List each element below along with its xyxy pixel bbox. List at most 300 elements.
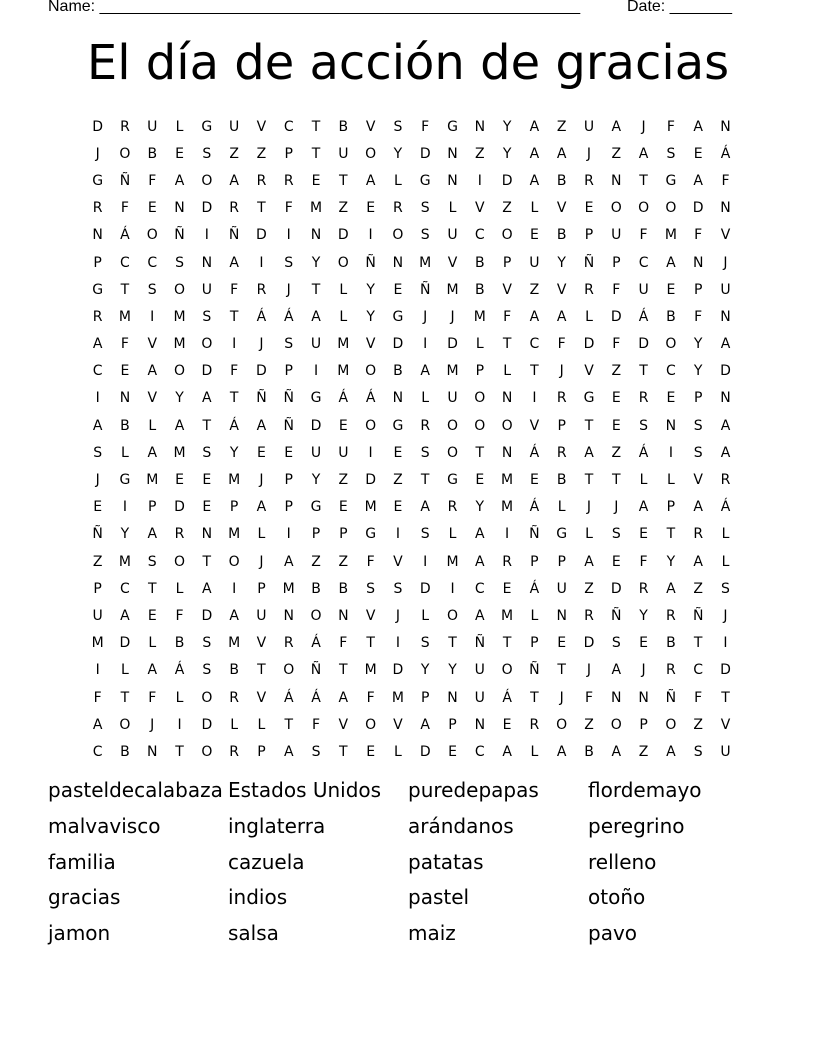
grid-letter[interactable]: Y [366,281,375,298]
grid-letter[interactable]: D [119,635,131,652]
grid-letter[interactable]: S [147,281,157,298]
grid-letter[interactable]: A [666,743,676,760]
grid-letter[interactable]: C [92,743,103,760]
grid-letter[interactable]: S [202,308,212,325]
grid-letter[interactable]: Z [475,145,485,162]
grid-letter[interactable]: A [256,417,267,434]
grid-letter[interactable]: I [423,336,428,353]
grid-letter[interactable]: S [147,553,157,570]
grid-letter[interactable]: D [201,200,213,217]
grid-letter[interactable]: L [148,417,157,434]
grid-letter[interactable]: B [584,743,594,760]
grid-letter[interactable]: I [95,662,100,679]
grid-letter[interactable]: E [338,499,348,516]
grid-letter[interactable]: T [448,635,457,652]
grid-letter[interactable]: U [338,444,349,461]
grid-letter[interactable]: N [119,390,131,407]
grid-letter[interactable]: Y [666,553,676,570]
grid-letter[interactable]: D [337,227,349,244]
grid-letter[interactable]: R [420,417,431,434]
grid-letter[interactable]: N [201,254,213,271]
grid-letter[interactable]: Y [120,526,130,543]
grid-letter[interactable]: D [310,417,322,434]
grid-letter[interactable]: J [586,662,592,679]
grid-letter[interactable]: Á [529,499,540,516]
grid-letter[interactable]: E [666,390,676,407]
grid-letter[interactable]: Á [720,145,731,162]
grid-letter[interactable]: J [450,308,455,325]
grid-letter[interactable]: L [585,526,593,543]
grid-letter[interactable]: A [693,553,703,570]
grid-letter[interactable]: A [611,662,622,679]
grid-letter[interactable]: A [283,553,294,570]
grid-letter[interactable]: A [475,553,485,570]
grid-letter[interactable]: R [720,472,731,489]
grid-letter[interactable]: T [311,281,321,298]
grid-letter[interactable]: Y [475,499,485,516]
grid-letter[interactable]: P [502,254,512,271]
grid-letter[interactable]: V [147,336,158,353]
grid-letter[interactable]: L [257,526,266,543]
grid-letter[interactable]: A [584,444,594,461]
grid-letter[interactable]: Á [256,308,267,325]
grid-letter[interactable]: R [256,281,267,298]
grid-letter[interactable]: O [174,363,186,380]
grid-letter[interactable]: F [639,553,648,570]
grid-letter[interactable]: Z [529,281,540,298]
grid-letter[interactable]: L [721,526,730,543]
grid-letter[interactable]: Y [502,145,512,162]
grid-letter[interactable]: Y [502,118,512,135]
grid-letter[interactable]: B [311,580,321,597]
grid-letter[interactable]: B [666,308,676,325]
grid-letter[interactable]: V [365,336,376,353]
grid-letter[interactable]: F [694,308,703,325]
grid-letter[interactable]: D [174,499,185,516]
grid-letter[interactable]: P [93,580,102,597]
grid-letter[interactable]: A [584,553,594,570]
grid-letter[interactable]: L [121,444,129,461]
grid-letter[interactable]: D [256,363,267,380]
grid-letter[interactable]: A [120,607,130,624]
grid-letter[interactable]: V [393,553,403,570]
grid-letter[interactable]: N [720,200,731,217]
grid-letter[interactable]: Y [639,607,648,624]
grid-letter[interactable]: A [229,254,239,271]
grid-letter[interactable]: T [147,580,157,597]
grid-letter[interactable]: R [92,308,103,325]
grid-letter[interactable]: P [693,390,703,407]
grid-letter[interactable]: S [639,417,649,434]
grid-letter[interactable]: N [474,118,486,135]
grid-letter[interactable]: F [503,308,512,325]
grid-letter[interactable]: T [339,743,348,760]
grid-letter[interactable]: I [477,172,482,189]
grid-letter[interactable]: C [638,254,649,271]
grid-letter[interactable]: P [557,553,566,570]
grid-letter[interactable]: Y [366,308,375,325]
grid-letter[interactable]: A [720,444,731,461]
grid-letter[interactable]: A [256,499,267,516]
grid-letter[interactable]: B [666,635,676,652]
grid-letter[interactable]: G [365,526,377,543]
grid-letter[interactable]: G [447,118,458,135]
grid-letter[interactable]: S [366,580,376,597]
grid-letter[interactable]: F [421,118,430,135]
grid-letter[interactable]: J [286,281,291,298]
grid-letter[interactable]: I [450,580,455,597]
grid-letter[interactable]: S [721,580,730,597]
grid-letter[interactable]: B [475,281,485,298]
grid-letter[interactable]: E [175,472,184,489]
grid-letter[interactable]: M [501,472,514,489]
grid-letter[interactable]: J [614,499,619,516]
grid-letter[interactable]: N [474,716,486,733]
grid-letter[interactable]: D [692,200,704,217]
grid-letter[interactable]: Y [693,336,703,353]
grid-letter[interactable]: M [501,499,514,516]
grid-letter[interactable]: P [284,472,293,489]
grid-letter[interactable]: E [93,499,103,516]
grid-letter[interactable]: O [174,281,186,298]
grid-letter[interactable]: S [666,145,676,162]
grid-letter[interactable]: S [611,635,621,652]
grid-letter[interactable]: U [256,607,267,624]
grid-letter[interactable]: R [584,607,594,624]
grid-letter[interactable]: M [228,635,241,652]
grid-letter[interactable]: D [610,580,622,597]
grid-letter[interactable]: R [529,716,540,733]
grid-letter[interactable]: U [720,281,731,298]
grid-letter[interactable]: G [92,172,104,189]
grid-letter[interactable]: A [475,526,485,543]
grid-letter[interactable]: Á [638,444,649,461]
grid-letter[interactable]: T [120,281,130,298]
grid-letter[interactable]: O [446,607,459,624]
grid-letter[interactable]: V [147,390,158,407]
grid-letter[interactable]: M [446,363,459,380]
grid-letter[interactable]: R [283,635,294,652]
grid-letter[interactable]: A [638,499,649,516]
grid-letter[interactable]: E [666,281,676,298]
grid-letter[interactable]: E [639,526,649,543]
grid-letter[interactable]: N [720,308,731,325]
grid-letter[interactable]: L [339,308,348,325]
grid-letter[interactable]: Y [311,254,321,271]
grid-letter[interactable]: Y [311,472,321,489]
grid-letter[interactable]: M [228,472,241,489]
grid-letter[interactable]: Á [529,580,540,597]
grid-letter[interactable]: Ñ [365,254,376,271]
grid-letter[interactable]: Ñ [583,254,595,271]
grid-letter[interactable]: L [339,281,348,298]
grid-letter[interactable]: E [611,417,621,434]
grid-letter[interactable]: I [505,526,510,543]
grid-letter[interactable]: Ñ [256,390,267,407]
grid-letter[interactable]: Á [529,444,540,461]
grid-letter[interactable]: Á [338,390,349,407]
grid-letter[interactable]: O [365,363,377,380]
grid-letter[interactable]: T [229,308,239,325]
grid-letter[interactable]: A [92,716,103,733]
grid-letter[interactable]: Á [638,308,649,325]
grid-letter[interactable]: P [284,145,293,162]
grid-letter[interactable]: T [475,444,485,461]
grid-letter[interactable]: S [420,635,430,652]
grid-letter[interactable]: O [556,716,568,733]
grid-letter[interactable]: Á [720,499,731,516]
grid-letter[interactable]: G [310,390,322,407]
grid-letter[interactable]: J [586,499,592,516]
grid-letter[interactable]: O [501,662,513,679]
grid-letter[interactable]: A [92,417,103,434]
grid-letter[interactable]: A [666,254,676,271]
grid-letter[interactable]: N [392,390,404,407]
grid-letter[interactable]: C [147,254,158,271]
grid-letter[interactable]: U [611,227,622,244]
grid-letter[interactable]: D [501,172,513,189]
grid-letter[interactable]: O [501,227,513,244]
grid-letter[interactable]: I [122,499,128,516]
grid-letter[interactable]: N [447,172,458,189]
grid-letter[interactable]: D [201,716,213,733]
grid-letter[interactable]: E [475,472,485,489]
grid-letter[interactable]: R [584,281,594,298]
grid-letter[interactable]: G [419,172,431,189]
grid-letter[interactable]: O [474,417,486,434]
grid-letter[interactable]: T [229,390,239,407]
grid-letter[interactable]: R [229,689,239,706]
grid-letter[interactable]: Z [584,716,594,733]
grid-letter[interactable]: M [173,308,186,325]
grid-letter[interactable]: P [311,526,321,543]
grid-letter[interactable]: F [612,336,621,353]
grid-letter[interactable]: Á [311,689,321,706]
grid-letter[interactable]: N [392,254,404,271]
grid-letter[interactable]: E [693,145,703,162]
grid-letter[interactable]: A [174,417,185,434]
grid-letter[interactable]: Ñ [611,607,622,624]
grid-letter[interactable]: Ñ [310,662,322,679]
grid-letter[interactable]: T [366,635,375,652]
grid-letter[interactable]: Z [611,444,622,461]
grid-letter[interactable]: O [392,227,404,244]
grid-letter[interactable]: D [610,308,622,325]
grid-letter[interactable]: I [95,390,100,407]
grid-letter[interactable]: Ñ [529,662,540,679]
grid-letter[interactable]: N [447,689,458,706]
grid-letter[interactable]: G [665,172,677,189]
grid-letter[interactable]: D [583,336,595,353]
grid-letter[interactable]: N [501,390,513,407]
grid-letter[interactable]: Y [175,390,184,407]
grid-letter[interactable]: O [174,553,186,570]
grid-letter[interactable]: C [474,227,485,244]
grid-letter[interactable]: J [641,118,646,135]
grid-letter[interactable]: A [611,743,622,760]
grid-letter[interactable]: P [148,499,157,516]
grid-letter[interactable]: A [720,336,731,353]
grid-letter[interactable]: A [147,444,158,461]
grid-letter[interactable]: L [530,607,539,624]
grid-letter[interactable]: T [639,172,648,189]
grid-letter[interactable]: F [694,227,703,244]
grid-letter[interactable]: Z [92,553,103,570]
grid-letter[interactable]: R [393,200,403,217]
grid-letter[interactable]: E [147,200,157,217]
grid-letter[interactable]: F [584,689,594,706]
grid-letter[interactable]: L [175,689,184,706]
grid-letter[interactable]: U [447,227,458,244]
grid-letter[interactable]: A [283,743,294,760]
grid-letter[interactable]: I [313,363,319,380]
grid-letter[interactable]: Z [229,145,239,162]
grid-letter[interactable]: N [338,607,349,624]
grid-letter[interactable]: Z [502,200,512,217]
grid-letter[interactable]: B [338,580,349,597]
grid-letter[interactable]: T [420,472,430,489]
grid-letter[interactable]: R [92,200,103,217]
grid-letter[interactable]: P [666,499,676,516]
grid-letter[interactable]: D [419,145,431,162]
grid-letter[interactable]: I [232,336,237,353]
grid-letter[interactable]: Á [502,689,512,706]
grid-letter[interactable]: P [257,580,266,597]
grid-letter[interactable]: U [92,607,103,624]
grid-letter[interactable]: E [202,472,212,489]
grid-letter[interactable]: E [639,635,649,652]
grid-letter[interactable]: L [421,390,430,407]
grid-letter[interactable]: F [311,716,321,733]
grid-letter[interactable]: G [201,118,213,135]
grid-letter[interactable]: P [584,227,594,244]
grid-letter[interactable]: E [611,553,621,570]
grid-letter[interactable]: Ñ [283,417,294,434]
grid-letter[interactable]: L [448,526,457,543]
grid-letter[interactable]: D [583,635,595,652]
grid-letter[interactable]: B [338,118,349,135]
grid-letter[interactable]: N [310,227,322,244]
grid-letter[interactable]: F [93,689,102,706]
grid-letter[interactable]: E [393,444,403,461]
grid-letter[interactable]: B [147,145,158,162]
grid-letter[interactable]: G [119,472,131,489]
grid-letter[interactable]: Z [556,118,567,135]
grid-letter[interactable]: Z [311,553,321,570]
grid-letter[interactable]: U [229,118,240,135]
grid-letter[interactable]: M [173,336,186,353]
grid-letter[interactable]: I [368,444,373,461]
grid-letter[interactable]: F [366,553,375,570]
grid-letter[interactable]: I [668,444,673,461]
grid-letter[interactable]: G [447,472,458,489]
grid-letter[interactable]: S [393,580,403,597]
grid-letter[interactable]: S [175,254,184,271]
grid-letter[interactable]: D [365,472,376,489]
grid-letter[interactable]: S [693,417,703,434]
grid-letter[interactable]: Ñ [474,635,486,652]
grid-letter[interactable]: F [612,281,621,298]
grid-letter[interactable]: V [256,635,267,652]
grid-letter[interactable]: S [202,635,212,652]
grid-letter[interactable]: U [638,281,649,298]
grid-letter[interactable]: Ñ [283,390,294,407]
grid-letter[interactable]: M [282,580,295,597]
grid-letter[interactable]: N [447,145,458,162]
date-field-label[interactable]: Date: _______ [627,0,732,15]
grid-letter[interactable]: S [420,227,430,244]
grid-letter[interactable]: M [228,526,241,543]
grid-letter[interactable]: E [120,363,130,380]
grid-letter[interactable]: P [557,417,566,434]
grid-letter[interactable]: P [284,499,293,516]
grid-letter[interactable]: C [120,580,130,597]
grid-letter[interactable]: I [532,390,537,407]
grid-letter[interactable]: V [584,363,594,380]
grid-letter[interactable]: A [638,145,649,162]
grid-letter[interactable]: Y [693,363,703,380]
grid-letter[interactable]: E [393,499,403,516]
grid-letter[interactable]: G [310,499,322,516]
grid-letter[interactable]: U [474,689,485,706]
grid-letter[interactable]: O [201,689,213,706]
grid-letter[interactable]: Z [638,743,649,760]
grid-letter[interactable]: O [201,172,213,189]
grid-letter[interactable]: D [201,363,213,380]
grid-letter[interactable]: O [446,417,459,434]
grid-letter[interactable]: D [392,336,404,353]
grid-letter[interactable]: O [610,200,622,217]
grid-letter[interactable]: N [201,526,213,543]
grid-letter[interactable]: F [639,227,648,244]
grid-letter[interactable]: V [256,689,267,706]
grid-letter[interactable]: E [611,390,621,407]
grid-letter[interactable]: T [284,716,293,733]
grid-letter[interactable]: E [393,281,403,298]
grid-letter[interactable]: B [174,635,185,652]
grid-letter[interactable]: T [666,526,676,543]
name-field-label[interactable]: Name: ______________________________________________________ [48,0,581,15]
grid-letter[interactable]: V [365,607,376,624]
grid-letter[interactable]: J [641,662,646,679]
grid-letter[interactable]: I [368,227,373,244]
grid-letter[interactable]: D [92,118,104,135]
grid-letter[interactable]: L [121,662,129,679]
grid-letter[interactable]: S [420,200,430,217]
grid-letter[interactable]: A [611,118,622,135]
grid-letter[interactable]: F [666,118,675,135]
grid-letter[interactable]: V [338,716,349,733]
grid-letter[interactable]: M [91,635,104,652]
grid-letter[interactable]: S [420,444,430,461]
grid-letter[interactable]: M [309,200,323,217]
grid-letter[interactable]: C [474,580,485,597]
grid-letter[interactable]: E [366,743,376,760]
grid-letter[interactable]: L [503,363,511,380]
grid-letter[interactable]: L [530,743,539,760]
grid-letter[interactable]: F [148,172,157,189]
grid-letter[interactable]: T [257,662,266,679]
grid-letter[interactable]: P [612,254,621,271]
grid-letter[interactable]: A [338,689,349,706]
grid-letter[interactable]: V [556,200,567,217]
grid-letter[interactable]: O [638,200,650,217]
grid-letter[interactable]: M [473,308,486,325]
grid-letter[interactable]: U [447,390,458,407]
grid-letter[interactable]: N [501,444,513,461]
grid-letter[interactable]: L [230,716,239,733]
grid-letter[interactable]: J [559,689,564,706]
